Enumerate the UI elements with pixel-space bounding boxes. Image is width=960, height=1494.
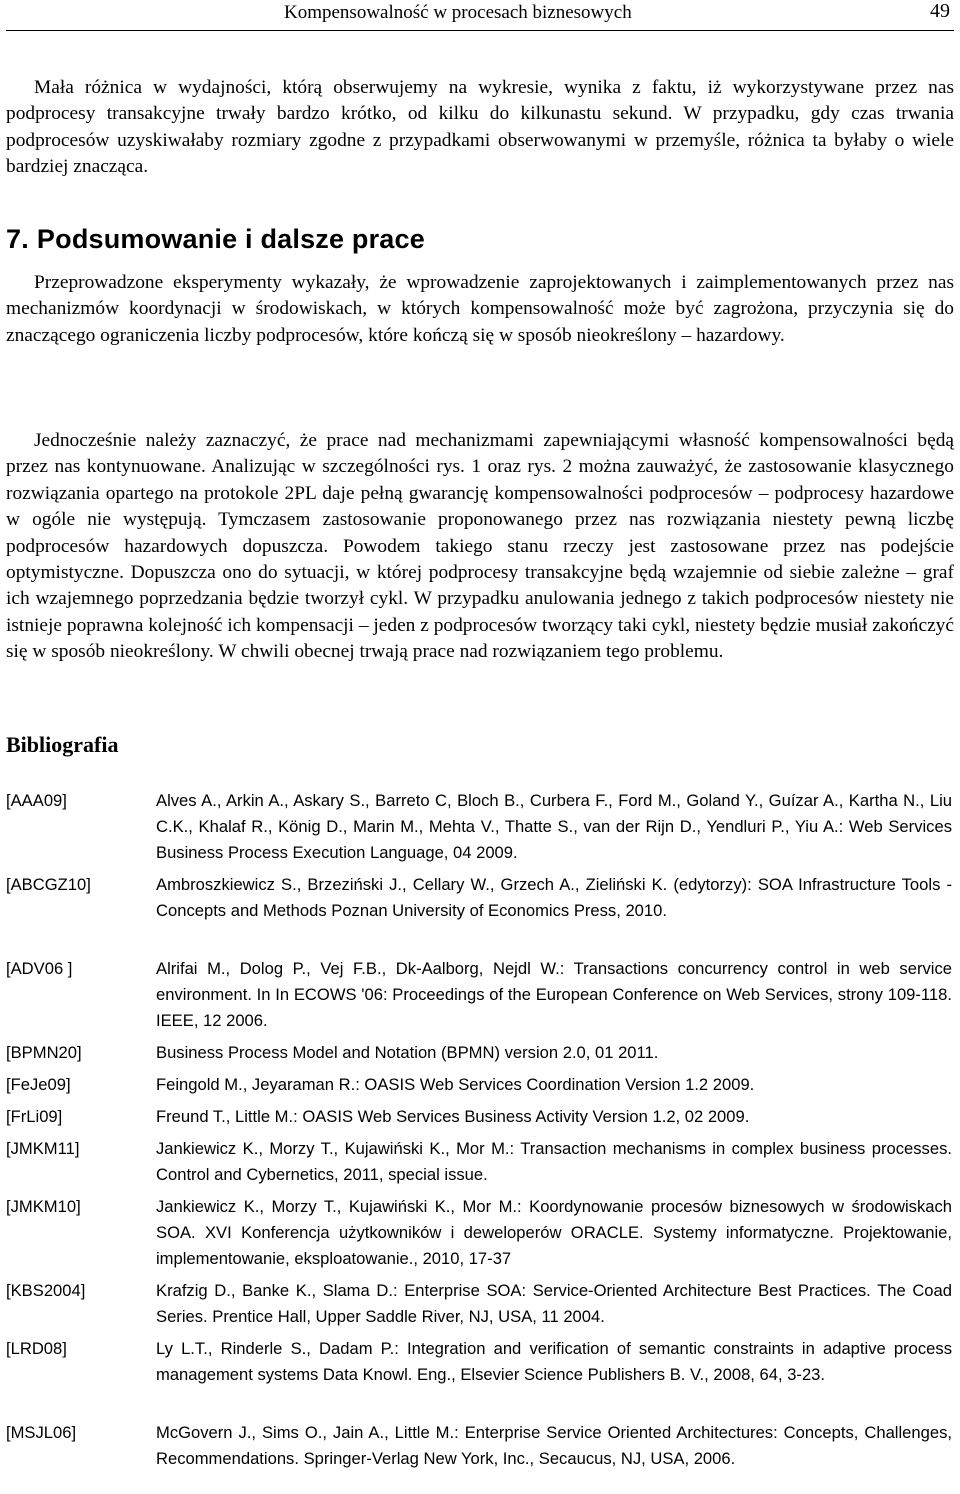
paragraph-future-work: Jednocześnie należy zaznaczyć, że prace nad mechanizmami zapewniającymi własność kompensowalności będą przez nas kontynuowane. Analizując w szczególności rys. 1 oraz rys. 2 można zauważyć, że zastosowanie klasycznego rozwiązania opartego na protokole 2PL daje pełną gwarancję kompensowalności podprocesów – podprocesy hazardowe w ogóle nie występują. Tymczasem zastosowanie proponowanego przez nas rozwiązania niestety pewną liczbę podprocesów hazardowych dopuszcza. Powodem takiego stanu rzeczy jest zastosowane przez nas podejście optymistyczne. Dopuszcza ono do sytuacji, w której podprocesy transakcyjne będą wzajemnie od siebie zależne – graf ich wzajemnego poprzedzania będzie tworzył cykl. W przypadku anulowania jednego z takich podprocesów niestety nie istnieje poprawna kolejność ich kompensacji – jeden z podprocesów tworzący taki cykl, niestety będzie musiał zakończyć się w sposób nieokreślony. W chwili obecnej trwają prace nad rozwiązaniem tego problemu. bbox=[6, 430, 954, 663]
bibliography-heading: Bibliografia bbox=[6, 732, 119, 757]
bibliography-key: [ADV06 ] bbox=[6, 959, 73, 978]
bibliography-reference: Business Process Model and Notation (BPMN) version 2.0, 01 2011. bbox=[156, 1043, 659, 1062]
bibliography-reference: Alves A., Arkin A., Askary S., Barreto C, Bloch B., Curbera F., Ford M., Goland Y., Guízar A., Kartha N., Liu C.K., Khalaf R., König D., Marin M., Mehta V., Thatte S., van der Rijn D., Yendluri P., Yiu A.: Web Services Business Process Execution Language, 04 2009. bbox=[156, 791, 952, 862]
page-number: 49 bbox=[930, 0, 950, 22]
running-header bbox=[6, 0, 954, 28]
bibliography-key: [FrLi09] bbox=[6, 1107, 63, 1126]
bibliography-reference: Ly L.T., Rinderle S., Dadam P.: Integration and verification of semantic constraints in adaptive process management systems Data Knowl. Eng., Elsevier Science Publishers B. V., 2008, 64, 3-23. bbox=[156, 1339, 952, 1384]
bibliography-reference: Feingold M., Jeyaraman R.: OASIS Web Services Coordination Version 1.2 2009. bbox=[156, 1075, 755, 1094]
bibliography-reference: Alrifai M., Dolog P., Vej F.B., Dk-Aalborg, Nejdl W.: Transactions concurrency control in web service environment. In In ECOWS '06: Proceedings of the European Conference on Web Services, strony 109-118. IEEE, 12 2006. bbox=[156, 959, 952, 1030]
bibliography-key: [FeJe09] bbox=[6, 1075, 71, 1094]
bibliography-key: [BPMN20] bbox=[6, 1043, 82, 1062]
paragraph-performance-note: Mała różnica w wydajności, którą obserwujemy na wykresie, wynika z faktu, iż wykorzystywane przez nas podprocesy transakcyjne trwały bardzo krótko, od kilku do kilkunastu sekund. W przypadku, gdy czas trwania podprocesów uzyskiwałaby rozmiary zgodne z przypadkami obserwowanymi w przemyśle, różnica ta byłaby o wiele bardziej znacząca. bbox=[6, 77, 954, 178]
bibliography-reference: Jankiewicz K., Morzy T., Kujawiński K., Mor M.: Transaction mechanisms in complex business processes. Control and Cybernetics, 2011, special issue. bbox=[156, 1139, 952, 1184]
section-heading bbox=[6, 222, 425, 256]
bibliography-reference: Freund T., Little M.: OASIS Web Services Business Activity Version 1.2, 02 2009. bbox=[156, 1107, 750, 1126]
bibliography-key: [AAA09] bbox=[6, 791, 67, 810]
section-number: 7. bbox=[6, 224, 29, 254]
bibliography-reference: Jankiewicz K., Morzy T., Kujawiński K., Mor M.: Koordynowanie procesów biznesowych w środowiskach SOA. XVI Konferencja użytkowników i deweloperów ORACLE. Systemy informatyczne. Projektowanie, implementowanie, eksploatowanie., 2010, 17-37 bbox=[156, 1197, 952, 1268]
bibliography-key: [MSJL06] bbox=[6, 1423, 77, 1442]
bibliography-reference: McGovern J., Sims O., Jain A., Little M.: Enterprise Service Oriented Architectures: Concepts, Challenges, Recommendations. Springer-Verlag New York, Inc., Secaucus, NJ, USA, 2006. bbox=[156, 1423, 952, 1468]
header-rule bbox=[6, 30, 954, 31]
bibliography-key: [LRD08] bbox=[6, 1339, 67, 1358]
bibliography-key: [ABCGZ10] bbox=[6, 875, 91, 894]
bibliography-key: [JMKM10] bbox=[6, 1197, 81, 1216]
bibliography-reference: Krafzig D., Banke K., Slama D.: Enterprise SOA: Service-Oriented Architecture Best Practices. The Coad Series. Prentice Hall, Upper Saddle River, NJ, USA, 11 2004. bbox=[156, 1281, 952, 1326]
running-title: Kompensowalność w procesach biznesowych bbox=[284, 2, 632, 23]
bibliography-key: [KBS2004] bbox=[6, 1281, 86, 1300]
bibliography-reference: Ambroszkiewicz S., Brzeziński J., Cellary W., Grzech A., Zieliński K. (edytorzy): SOA Infrastructure Tools - Concepts and Methods Poznan University of Economics Press, 2010. bbox=[156, 875, 952, 920]
paragraph-summary: Przeprowadzone eksperymenty wykazały, że wprowadzenie zaprojektowanych i zaimplementowanych przez nas mechanizmów koordynacji w środowiskach, w których kompensowalność może być zagrożona, przyczynia się do znaczącego ograniczenia liczby podprocesów, które kończą się w sposób nieokreślony – hazardowy. bbox=[6, 272, 954, 346]
bibliography-key: [JMKM11] bbox=[6, 1139, 80, 1158]
section-title: Podsumowanie i dalsze prace bbox=[36, 224, 425, 254]
